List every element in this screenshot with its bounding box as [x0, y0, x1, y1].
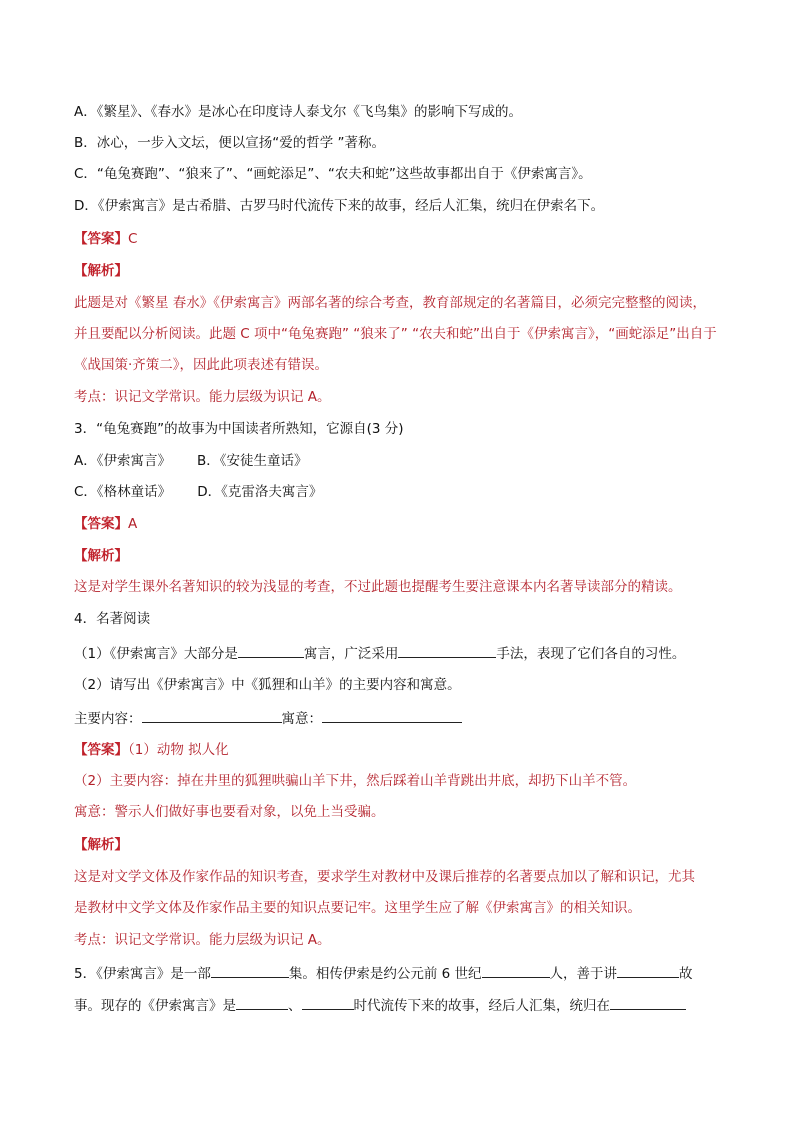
fill-blank[interactable] — [302, 995, 354, 1010]
q3-option-c: C．《格林童话》 — [74, 484, 172, 500]
q4-answer-3: 寓意：警示人们做好事也要看对象，以免上当受骗。 — [74, 804, 385, 820]
q3-options-row-1 — [74, 452, 308, 470]
q5-text-f: 、 — [288, 998, 302, 1014]
q4-sub1-text-b: 寓言，广泛采用 — [303, 646, 399, 662]
analysis-label: 【解析】 — [74, 263, 128, 279]
answer-value: C — [128, 231, 138, 247]
q4-analysis-line-1: 这是对文学文体及作家作品的知识考查，要求学生对教材中及课后推荐的名著要点加以了解和识记，尤其 — [74, 869, 695, 885]
analysis-line-1: 此题是对《繁星 春水》《伊索寓言》两部名著的综合考查，教育部规定的名著篇目，必须完完整整的阅读， — [74, 295, 707, 311]
q4-answer-label: 【答案】 — [74, 742, 128, 758]
q4-sub1-text-c: 手法，表现了它们各自的习性。 — [496, 646, 686, 662]
q5-text-g: 时代流传下来的故事，经后人汇集，统归在 — [353, 998, 610, 1014]
q3-option-b: B．《安徒生童话》 — [197, 453, 308, 469]
option-d: D．《伊索寓言》是古希腊、古罗马时代流传下来的故事，经后人汇集，统归在伊索名下。 — [74, 198, 605, 214]
fill-blank[interactable] — [617, 963, 679, 978]
q5-text-e: 事。现存的《伊索寓言》是 — [74, 998, 236, 1014]
kaodian-line: 考点：识记文学常识。能力层级为识记 A。 — [74, 389, 331, 405]
q4-sub1-text-a: （1）《伊索寓言》大部分是 — [74, 646, 238, 662]
q5-text-d: 故 — [679, 966, 693, 982]
option-b: B．冰心，一步入文坛，便以宣扬“爱的哲学 ”著称。 — [74, 135, 386, 151]
q4-sub2: （2）请写出《伊索寓言》中《狐狸和山羊》的主要内容和寓意。 — [74, 677, 461, 693]
q3-answer-value: A — [128, 516, 138, 532]
q3-option-a: A．《伊索寓言》 — [74, 453, 171, 469]
q4-blanks-line — [74, 708, 462, 728]
q4-answer-2: （2）主要内容：掉在井里的狐狸哄骗山羊下井，然后踩着山羊背跳出井底，却扔下山羊不管。 — [74, 773, 637, 789]
q4-analysis-line-2: 是教材中文学文体及作家作品主要的知识点要记牢。这里学生应了解《伊索寓言》的相关知识。 — [74, 900, 641, 916]
moral-label: 寓意： — [281, 711, 322, 727]
q3-option-d: D．《克雷洛夫寓言》 — [197, 484, 323, 500]
content-blank[interactable] — [142, 708, 282, 723]
q3-options-row-2 — [74, 483, 322, 501]
q4-answer-1: （1）动物 拟人化 — [128, 742, 229, 758]
fill-blank[interactable] — [236, 995, 288, 1010]
answer-label: 【答案】 — [74, 231, 128, 247]
q3-analysis-label: 【解析】 — [74, 548, 128, 564]
q3-answer-label: 【答案】 — [74, 516, 128, 532]
q4-sub1 — [74, 643, 685, 663]
q3-stem: 3．“龟兔赛跑”的故事为中国读者所熟知，它源自(3 分) — [74, 421, 404, 437]
moral-blank[interactable] — [322, 708, 462, 723]
q5-text-a: 5．《伊索寓言》是一部 — [74, 966, 211, 982]
analysis-line-2: 并且要配以分析阅读。此题 C 项中“龟兔赛跑” “狼来了” “农夫和蛇”出自于《伊索寓言》，“画蛇添足”出自于 — [74, 326, 717, 342]
q4-kaodian: 考点：识记文学常识。能力层级为识记 A。 — [74, 932, 331, 948]
analysis-line-3: 《战国策·齐策二》，因此此项表述有错误。 — [74, 357, 329, 373]
q3-answer-line — [74, 515, 137, 533]
fill-blank[interactable] — [398, 643, 496, 658]
q5-text-b: 集。相传伊索是约公元前 6 世纪 — [288, 966, 482, 982]
q4-stem: 4．名著阅读 — [74, 611, 151, 627]
q4-analysis-label: 【解析】 — [74, 837, 128, 853]
option-c: C．“龟兔赛跑”、“狼来了”、“画蛇添足”、“农夫和蛇”这些故事都出自于《伊索寓言》。 — [74, 166, 592, 182]
q5-text-c: 人，善于讲 — [549, 966, 618, 982]
answer-line — [74, 230, 137, 248]
content-label: 主要内容： — [74, 711, 142, 727]
fill-blank[interactable] — [211, 963, 289, 978]
q5-line-1 — [74, 963, 693, 983]
fill-blank[interactable] — [482, 963, 550, 978]
q3-analysis: 这是对学生课外名著知识的较为浅显的考查，不过此题也提醒考生要注意课本内名著导读部分的精读。 — [74, 579, 682, 595]
fill-blank[interactable] — [238, 643, 304, 658]
fill-blank[interactable] — [610, 995, 686, 1010]
q5-line-2 — [74, 995, 686, 1015]
q4-answer-line — [74, 741, 229, 759]
option-a: A．《繁星》、《春水》是冰心在印度诗人泰戈尔《飞鸟集》的影响下写成的。 — [74, 104, 522, 120]
